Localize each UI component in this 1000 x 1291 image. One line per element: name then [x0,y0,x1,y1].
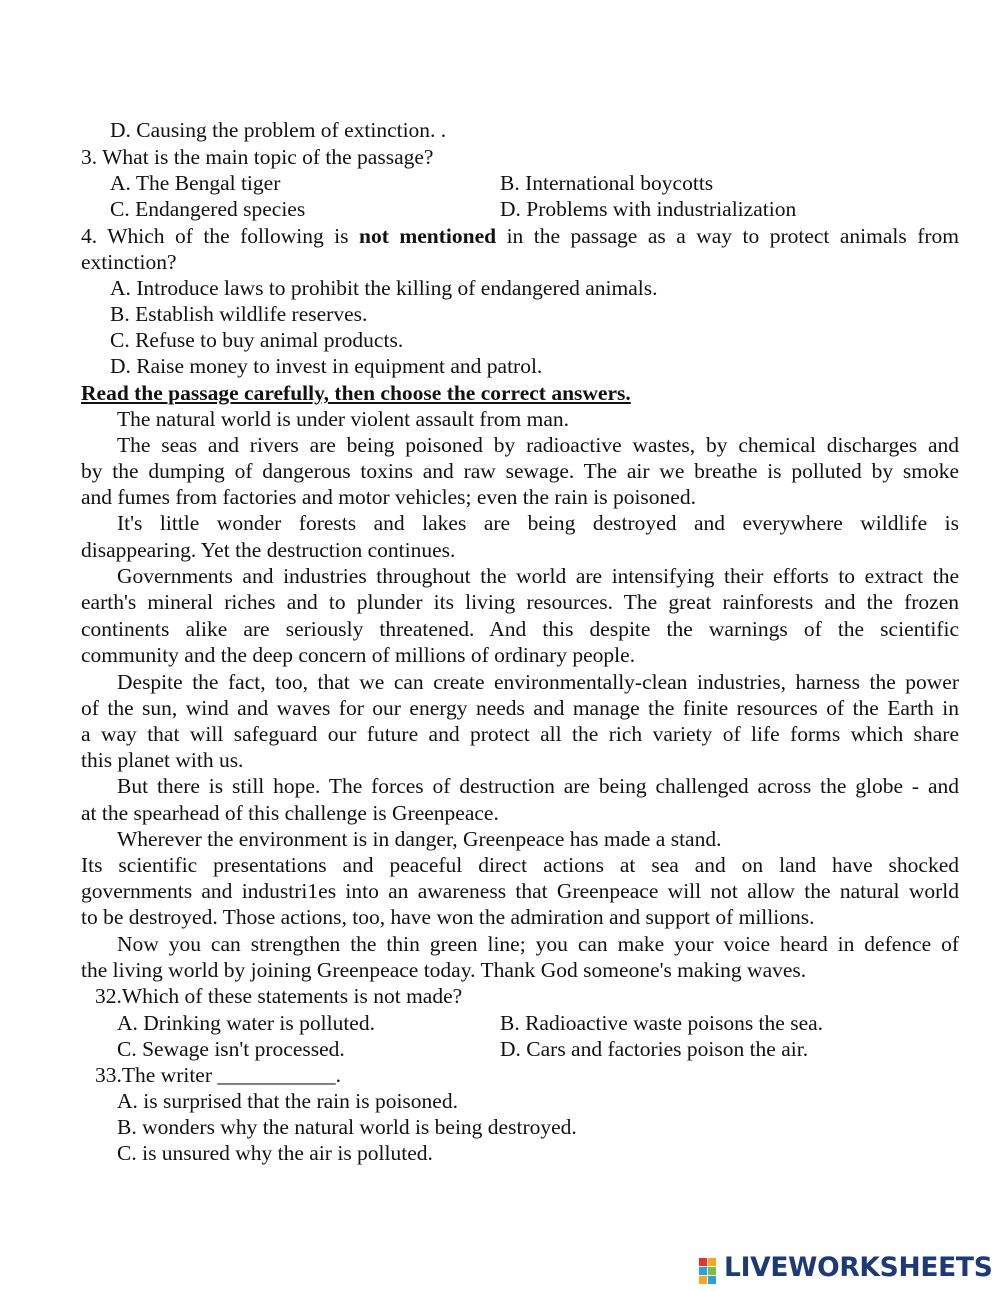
passage-line: But there is still hope. The forces of destruction are being challenged across the globe - and [117,774,959,798]
passage-line: earth's mineral riches and to plunder its living resources. The great rainforests and the frozen [81,590,959,614]
q4-text: 4. Which of the following is not mentioned in the passage as a way to protect animals from [81,224,959,248]
section-instruction: Read the passage carefully, then choose the correct answers. [81,381,631,405]
passage-line: and fumes from factories and motor vehicles; even the rain is poisoned. [81,485,696,509]
passage-line: Governments and industries throughout the world are intensifying their efforts to extract the [117,564,959,588]
passage-line: disappearing. Yet the destruction continues. [81,538,456,562]
passage-line: Now you can strengthen the thin green line; you can make your voice heard in defence of [117,932,959,956]
passage-line: continents alike are seriously threatened. And this despite the warnings of the scientific [81,617,959,641]
q32-text: 32.Which of these statements is not made? [95,984,463,1008]
q4-option-d[interactable]: D. Raise money to invest in equipment and patrol. [110,354,543,378]
q32-option-c[interactable]: C. Sewage isn't processed. [117,1037,345,1061]
q33-option-b[interactable]: B. wonders why the natural world is being destroyed. [117,1115,577,1139]
liveworksheets-logo [697,1254,993,1286]
q32-option-a[interactable]: A. Drinking water is polluted. [117,1011,375,1035]
passage-line: The seas and rivers are being poisoned by radioactive wastes, by chemical discharges and [117,433,959,457]
q3-option-c[interactable]: C. Endangered species [110,197,306,221]
q32-option-b[interactable]: B. Radioactive waste poisons the sea. [500,1011,824,1035]
q4-emphasis: not mentioned [359,224,497,248]
q32-option-d[interactable]: D. Cars and factories poison the air. [500,1037,809,1061]
q2-option-d: D. Causing the problem of extinction. . [110,118,447,142]
q33-option-a[interactable]: A. is surprised that the rain is poisoned. [117,1089,458,1113]
passage-line: this planet with us. [81,748,244,772]
passage-line: The natural world is under violent assault from man. [117,407,569,431]
q3-option-a[interactable]: A. The Bengal tiger [110,171,281,195]
logo-text: LIVEWORKSHEETS [724,1252,993,1283]
passage-line: Wherever the environment is in danger, Greenpeace has made a stand. [117,827,722,851]
q3-text: 3. What is the main topic of the passage? [81,145,434,169]
q4-option-b[interactable]: B. Establish wildlife reserves. [110,302,368,326]
passage-line: Its scientific presentations and peaceful direct actions at sea and on land have shocked [81,853,959,877]
q4-text-cont: extinction? [81,250,177,274]
q4-option-a[interactable]: A. Introduce laws to prohibit the killing of endangered animals. [110,276,658,300]
passage-line: of the sun, wind and waves for our energy needs and manage the finite resources of the Earth in [81,696,959,720]
passage-line: at the spearhead of this challenge is Greenpeace. [81,801,499,825]
q33-option-c[interactable]: C. is unsured why the air is polluted. [117,1141,433,1165]
passage-line: a way that will safeguard our future and protect all the rich variety of life forms which share [81,722,959,746]
passage-line: governments and industri1es into an awareness that Greenpeace will not allow the natural world [81,879,959,903]
passage-line: Despite the fact, too, that we can create environmentally-clean industries, harness the power [117,670,959,694]
q33-text: 33.The writer ___________. [95,1063,342,1087]
passage-line: the living world by joining Greenpeace today. Thank God someone's making waves. [81,958,807,982]
passage-line: It's little wonder forests and lakes are being destroyed and everywhere wildlife is [117,511,959,535]
passage-line: community and the deep concern of millions of ordinary people. [81,643,636,667]
q3-option-b[interactable]: B. International boycotts [500,171,714,195]
passage-line: to be destroyed. Those actions, too, have won the admiration and support of millions. [81,905,815,929]
q3-option-d[interactable]: D. Problems with industrialization [500,197,797,221]
passage-line: by the dumping of dangerous toxins and raw sewage. The air we breathe is polluted by smoke [81,459,959,483]
q4-option-c[interactable]: C. Refuse to buy animal products. [110,328,404,352]
